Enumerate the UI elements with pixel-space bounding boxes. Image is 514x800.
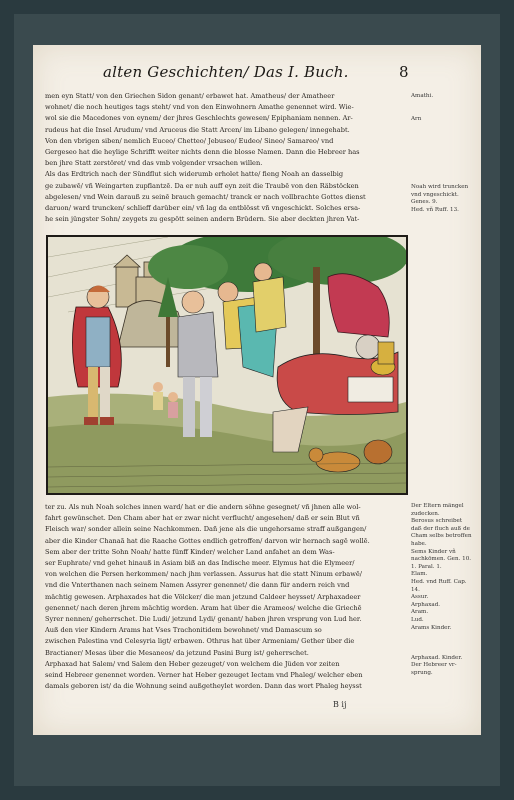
text-column-top <box>45 91 415 225</box>
margin-note <box>411 108 479 116</box>
header-title: alten Geschichten/ Das I. Buch. <box>103 63 349 81</box>
margin-note <box>411 640 479 648</box>
text-line: abgelesen/ vnd Wein darauß zu seinē brauch gemacht/ tranck er nach vollbrachte Gottes dienst <box>45 192 366 201</box>
text-line: he sein jüngster Sohn/ zeygets zu gespött seinen andern Brüdern. Sie aber deckten jhren Vat- <box>45 215 360 224</box>
margin-note <box>411 647 479 655</box>
text-line: rudeus hat die Insel Arudum/ vnd Aruceus die Statt Arcen/ im Libano gelegen/ innegehabt. <box>45 125 350 134</box>
page-number: 8 <box>399 63 409 81</box>
book-page <box>33 45 481 735</box>
margin-note: Noah wird truncken <box>411 184 469 191</box>
margin-note: Cham selbs betroffen <box>411 533 472 540</box>
text-line: genennet/ nach deren jhrem mächtig worden. Aram hat über die Arameos/ welche die Griechē <box>45 603 362 612</box>
text-line: aber die Kinder Chanaã hat die Raache Gottes endlich getroffen/ darvon wir hernach sagē wollē. <box>45 536 370 545</box>
margin-note <box>411 131 479 139</box>
signature-mark: B ij <box>333 700 347 709</box>
marginalia-top <box>411 93 479 215</box>
margin-note <box>411 632 479 640</box>
margin-note: Sems Kinder vñ <box>411 548 456 555</box>
margin-note: Der Eltern mängel <box>411 503 464 509</box>
margin-note: Der Hebreer vr- <box>411 662 457 669</box>
margin-note: zudecken. <box>411 510 440 517</box>
text-line: wol sie die Macedones von eynem/ der jhres Geschlechts gewesen/ Epiphaniam nennen. Ar- <box>45 114 353 123</box>
text-line: Auß den vier Kindern Arams hat Vses Trachonitidem bewohnet/ vnd Damascum so <box>45 626 322 635</box>
text-line: ser Euphrate/ vnd gehet hinauß in Asiam biß an das Indische meer. Elymus hat die Elymeer/ <box>45 559 355 568</box>
text-line: men eyn Statt/ von den Griechen Sidon genant/ erbawet hat. Amatheus/ der Amatheer <box>45 92 335 100</box>
text-line: seind Hebreer genennet worden. Verner hat Heber gezeuget Iectam vnd Phaleg/ welcher eben <box>45 671 363 680</box>
running-header <box>33 63 481 87</box>
margin-note: 14. <box>411 586 420 593</box>
margin-note: Amathi. <box>411 93 434 99</box>
text-line: wohnet/ die noch heutiges tags steht/ vnd von den Einwohnern Amathe genennet wird. Wie- <box>45 103 354 112</box>
text-line: ben jhre Statt zerstöret/ vnd das vmb volgender vrsachen willen. <box>45 159 263 168</box>
margin-note: Arphaxad. Kinder. <box>411 654 463 661</box>
margin-note <box>411 177 479 185</box>
margin-note: Lud. <box>411 616 424 623</box>
text-line: damals geboren ist/ da die Wohnung seind außgetheylet worden. Dann das wort Phaleg heysst <box>45 682 362 691</box>
text-line: Als das Erdtrich nach der Sündflut sich widerumb erholet hatte/ fieng Noah an dasselbig <box>45 170 344 179</box>
text-line: mächtig gewesen. Arphaxades hat die Völcker/ die man jetzund Caldeer heysset/ Arphaxadeer <box>45 592 361 601</box>
margin-note: sprung. <box>411 670 433 677</box>
margin-note: vnd vngeschickt. <box>411 191 459 198</box>
margin-note: Berosus schreibet <box>411 518 463 525</box>
margin-note: Arphaxad. <box>411 601 441 608</box>
margin-note: Assur. <box>411 594 429 601</box>
margin-note <box>411 161 479 169</box>
drunkenness-of-noah-woodcut <box>48 237 406 493</box>
text-column-bottom <box>45 502 415 692</box>
marginalia-bottom <box>411 503 479 678</box>
margin-note <box>411 123 479 131</box>
margin-note <box>411 154 479 162</box>
margin-note <box>411 139 479 147</box>
text-line: Syrer nennen/ geherrschet. Die Ludi/ jetzund Lydi/ genant/ haben jhren vrsprung von Lud her. <box>45 615 362 624</box>
text-line: Fleisch war/ sonder allein seine Nachkommen. Dañ jene als die ungehorsame straff außgangen/ <box>45 525 367 534</box>
text-line: vnd die Vnterthanen nach seinem Namen Assyrer genennet/ die dann für andern reich vnd <box>45 581 350 590</box>
text-line: von welchen die Persen herkommen/ nach jhm verlassen. Assurus hat die statt Ninum erbawē/ <box>45 570 363 579</box>
margin-note: Arams Kinder. <box>411 624 452 631</box>
text-line: Sem aber der tritte Sohn Noah/ hatte fünff Kinder/ welcher Land anfahet an dem Was- <box>45 547 335 556</box>
margin-note: Genes. 9. <box>411 199 438 206</box>
margin-note <box>411 101 479 109</box>
margin-note: nachkōmen. Gen. 10. <box>411 556 472 563</box>
text-line: zwischen Palestina vnd Celesyria ligt/ erbawen. Othrus hat über Armeniam/ Gether über die <box>45 637 355 646</box>
text-line: ge zubawē/ vñ Weingarten zupflantzē. Da er nuh auff eyn zeit die Traubē von den Räbstöcken <box>45 181 359 190</box>
text-line: daruon/ ward truncken/ schlieff darüber ein/ vñ lag da entblösst vñ vngeschickt. Solches ersa- <box>45 204 361 213</box>
woodcut-illustration <box>46 235 408 495</box>
text-line: Bractianer/ Mesas über die Mesaneos/ da jetzund Pasini Burg ist/ geherrschet. <box>45 648 309 657</box>
margin-note: daß der fluch auß de <box>411 525 470 532</box>
text-line: ter zu. Als nuh Noah solches innen ward/ hat er die andern söhne gesegnet/ vñ jhnen alle wol- <box>45 503 361 511</box>
margin-note: 1. Paral. 1. <box>411 563 442 570</box>
margin-note <box>411 169 479 177</box>
text-line: Arphaxad hat Salem/ vnd Salem den Heber gezeuget/ von welchem die Jüden vor zeiten <box>45 659 340 668</box>
margin-note <box>411 146 479 154</box>
margin-note: Aram. <box>411 609 429 616</box>
margin-note: habe. <box>411 540 427 547</box>
margin-note: Arn <box>411 115 422 122</box>
text-line: Gergeseo hat die heylige Schrifft weiter nichts denn die blosse Namen. Dann die Hebreer has <box>45 148 360 157</box>
margin-note: Hed. vñ Ruff. 13. <box>411 206 459 213</box>
margin-note: Hed. vnd Ruff. Cap. <box>411 578 467 585</box>
text-line: fahrt gewünschet. Den Cham aber hat er zwar nicht verflucht/ angesehen/ daß er sein Blut vñ <box>45 514 360 523</box>
text-line: Von den vbrigen siben/ nemlich Euceo/ Chetteo/ Jebuseo/ Eudeo/ Sineo/ Samareo/ vnd <box>45 136 334 145</box>
margin-note: Elam. <box>411 571 428 578</box>
